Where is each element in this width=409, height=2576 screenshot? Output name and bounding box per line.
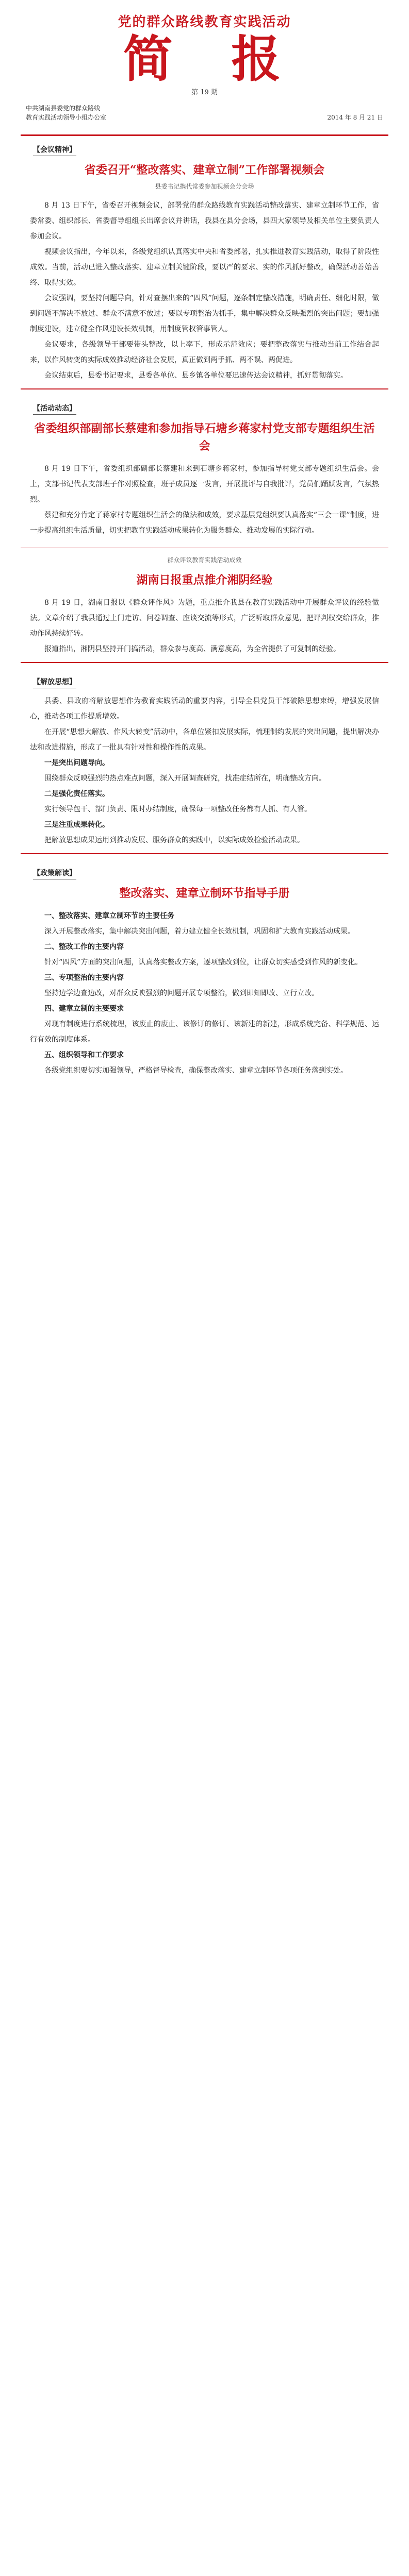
item-text: 实行领导包干、部门负责、限时办结制度，确保每一项整改任务都有人抓、有人管。	[44, 805, 312, 814]
item-heading: 一是突出问题导向。	[44, 758, 109, 767]
article-headline: 省委组织部副部长蔡建和参加指导石塘乡蒋家村党支部专题组织生活会	[34, 421, 375, 453]
item-heading: 二、整改工作的主要内容	[44, 942, 124, 951]
issue-date: 2014 年 8 月 21 日	[327, 113, 383, 121]
section-thinking	[0, 668, 409, 848]
section-tag: 【解放思想】	[33, 676, 76, 688]
section-press	[0, 555, 409, 657]
item-heading: 四、建章立制的主要要求	[44, 1004, 124, 1013]
item-text: 围绕群众反映强烈的热点难点问题，深入开展调查研究，找准症结所在，明确整改方向。	[44, 774, 326, 783]
item-heading: 一、整改落实、建章立制环节的主要任务	[44, 911, 174, 920]
article-kicker: 群众评议教育实践活动成效	[167, 556, 242, 564]
section-tag: 【政策解读】	[33, 868, 76, 879]
item-heading: 五、组织领导和工作要求	[44, 1050, 124, 1059]
item-heading: 二是强化责任落实。	[44, 789, 109, 798]
section-activity	[0, 395, 409, 538]
paragraph: 会议结束后，县委书记要求，县委各单位、县乡镇各单位要迅速传达会议精神，抓好贯彻落实。	[44, 371, 348, 380]
paragraph: 报道指出，湘阴县坚持开门搞活动，群众参与度高、满意度高，为全省提供了可复制的经验。	[44, 645, 340, 653]
article-headline: 省委召开“整改落实、建章立制”工作部署视频会	[84, 163, 325, 177]
masthead-campaign-title: 党的群众路线教育实践活动	[118, 14, 291, 30]
article-subline: 县委书记携代常委参加视频会分会场	[155, 182, 254, 190]
section-divider	[21, 388, 388, 389]
paragraph: 视频会议指出，今年以来，各级党组织认真落实中央和省委部署，扎实推进教育实践活动，取得了阶段性成效。当前，活动已进入整改落实、建章立制关键阶段，要以严的要求、实的作风抓好整改，确保活动善始善终、取得实效。	[30, 247, 379, 287]
item-text: 深入开展整改落实，集中解决突出问题，着力建立健全长效机制，巩固和扩大教育实践活动成果。	[44, 927, 355, 936]
paragraph: 会议要求，各级领导干部要带头整改，以上率下，形成示范效应；要把整改落实与推动当前工作结合起来，以作风转变的实际成效推动经济社会发展，真正做到两手抓、两不误、两促进。	[30, 340, 379, 364]
item-text: 坚持边学边查边改，对群众反映强烈的问题开展专项整治，做到即知即改、立行立改。	[44, 989, 319, 997]
item-text: 各级党组织要切实加强领导，严格督导检查，确保整改落实、建章立制环节各项任务落到实处。	[44, 1066, 348, 1075]
section-meeting	[0, 136, 409, 383]
section-divider	[21, 662, 388, 663]
paragraph: 蔡建和充分肯定了蒋家村专题组织生活会的做法和成效，要求基层党组织要认真落实“三会一课”制度，进一步提高组织生活质量，切实把教育实践活动成果转化为服务群众、推动发展的实际行动。	[30, 511, 379, 535]
issuer-line-2: 教育实践活动领导小组办公室	[26, 113, 107, 121]
section-tag: 【会议精神】	[33, 144, 76, 156]
item-heading: 三是注重成果转化。	[44, 820, 109, 829]
issuer-block	[21, 100, 388, 134]
paragraph: 在开展“思想大解放、作风大转变”活动中，各单位紧扣发展实际，梳理制约发展的突出问题，提出解决办法和改进措施，形成了一批具有针对性和操作性的成果。	[30, 727, 379, 752]
section-policy	[0, 859, 409, 1078]
masthead-title: 简 报	[123, 30, 302, 88]
section-divider	[21, 853, 388, 854]
item-text: 针对“四风”方面的突出问题，认真落实整改方案，逐项整改到位，让群众切实感受到作风的新变化。	[44, 958, 363, 967]
item-text: 对现有制度进行系统梳理，该废止的废止、该修订的修订、该新建的新建，形成系统完备、科学规范、运行有效的制度体系。	[30, 1020, 379, 1044]
item-text: 把解放思想成果运用到推动发展、服务群众的实践中，以实际成效检验活动成果。	[44, 836, 304, 844]
article-headline: 湖南日报重点推介湘阴经验	[136, 573, 273, 587]
issuer-line-1: 中共湖南县委党的群众路线	[26, 104, 101, 112]
item-heading: 三、专项整治的主要内容	[44, 973, 124, 982]
paragraph: 县委、县政府将解放思想作为教育实践活动的重要内容，引导全县党员干部破除思想束缚，增强发展信心，推动各项工作提质增效。	[30, 697, 379, 721]
article-headline: 整改落实、建章立制环节指导手册	[119, 886, 290, 900]
issue-number: 第 19 期	[191, 88, 218, 96]
paragraph: 会议强调，要坚持问题导向，针对查摆出来的“四风”问题，逐条制定整改措施，明确责任、细化时限，做到问题不解决不放过、群众不满意不放过；要以专项整治为抓手，集中解决群众反映强烈的突出问题；要加强制度建设，建立健全作风建设长效机制，用制度管权管事管人。	[30, 294, 379, 333]
paragraph: 8 月 19 日下午，省委组织部副部长蔡建和来到石塘乡蒋家村，参加指导村党支部专题组织生活会。会上，支部书记代表支部班子作对照检查，班子成员逐一发言，开展批评与自我批评，党员们踊跃发言，气氛热烈。	[30, 464, 379, 504]
paragraph: 8 月 13 日下午，省委召开视频会议，部署党的群众路线教育实践活动整改落实、建章立制环节工作，省委常委、组织部长、省委督导组组长出席会议并讲话，我县在县分会场，县四大家领导及相关单位主要负责人参加会议。	[30, 201, 379, 241]
section-tag: 【活动动态】	[33, 403, 76, 415]
paragraph: 8 月 19 日，湖南日报以《群众评作风》为题，重点推介我县在教育实践活动中开展群众评议的经验做法。文章介绍了我县通过上门走访、问卷调查、座谈交流等形式，广泛听取群众意见，把评判权交给群众，推动作风持续好转。	[30, 598, 379, 638]
